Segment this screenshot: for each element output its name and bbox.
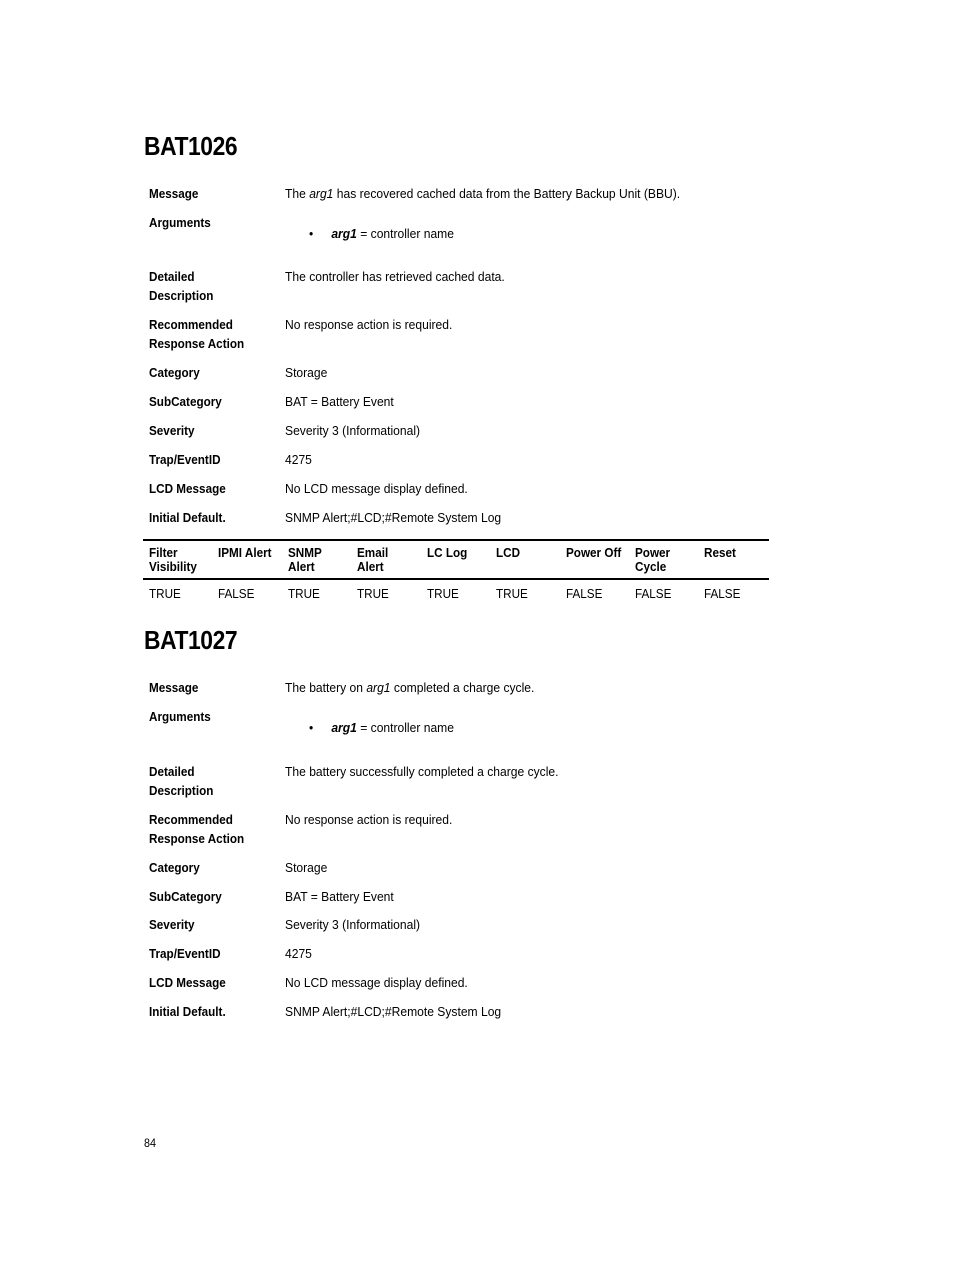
subcategory-label: SubCategory xyxy=(149,889,222,904)
value-lc-log: TRUE xyxy=(427,586,459,601)
detailed-description-value: The controller has retrieved cached data. xyxy=(285,269,505,284)
initial-default-label: Initial Default. xyxy=(149,510,226,525)
subcategory-label: SubCategory xyxy=(149,394,222,409)
recommended-action-label: Recommended Response Action xyxy=(149,317,245,351)
severity-value: Severity 3 (Informational) xyxy=(285,423,421,438)
severity-label: Severity xyxy=(149,423,195,438)
value-ipmi-alert: FALSE xyxy=(218,586,255,601)
category-label: Category xyxy=(149,365,200,380)
detailed-description-value: The battery successfully completed a charge cycle. xyxy=(285,764,559,779)
trap-eventid-value: 4275 xyxy=(285,452,312,467)
lcd-message-label: LCD Message xyxy=(149,975,226,990)
value-email-alert: TRUE xyxy=(357,586,389,601)
message-value: The battery on arg1 completed a charge cycle. xyxy=(285,680,535,695)
category-value: Storage xyxy=(285,860,328,875)
section-heading: BAT1026 xyxy=(144,131,238,161)
initial-default-value: SNMP Alert;#LCD;#Remote System Log xyxy=(285,1004,502,1019)
message-label: Message xyxy=(149,186,199,201)
message-value: The arg1 has recovered cached data from the Battery Backup Unit (BBU). xyxy=(285,186,681,201)
lcd-message-value: No LCD message display defined. xyxy=(285,975,468,990)
header-lc-log: LC Log xyxy=(427,545,468,560)
value-reset: FALSE xyxy=(704,586,741,601)
value-power-off: FALSE xyxy=(566,586,603,601)
section-heading: BAT1027 xyxy=(144,625,238,655)
value-power-cycle: FALSE xyxy=(635,586,672,601)
category-value: Storage xyxy=(285,365,328,380)
lcd-message-value: No LCD message display defined. xyxy=(285,481,468,496)
initial-default-label: Initial Default. xyxy=(149,1004,226,1019)
header-power-cycle: Power Cycle xyxy=(635,545,671,574)
subcategory-value: BAT = Battery Event xyxy=(285,889,394,904)
value-lcd: TRUE xyxy=(496,586,528,601)
header-email-alert: Email Alert xyxy=(357,545,389,574)
detailed-description-label: Detailed Description xyxy=(149,764,214,798)
subcategory-value: BAT = Battery Event xyxy=(285,394,394,409)
header-lcd: LCD xyxy=(496,545,521,560)
category-label: Category xyxy=(149,860,200,875)
trap-eventid-value: 4275 xyxy=(285,946,312,961)
recommended-action-value: No response action is required. xyxy=(285,812,453,827)
header-filter-visibility: Filter Visibility xyxy=(149,545,197,574)
recommended-action-value: No response action is required. xyxy=(285,317,453,332)
recommended-action-label: Recommended Response Action xyxy=(149,812,245,846)
bullet-icon: • xyxy=(309,226,314,241)
table-header-rule xyxy=(143,578,769,580)
document-page: BAT1026 Message The arg1 has recovered cached data from the Battery Backup Unit (BBU). Arguments • arg1 = controller name Detailed Description The controller has retrieved cached data. Recommended Response Action No response action is required. Category Storage SubCategory BAT = Battery Event Severity Severity 3 (Informational) Trap/EventID 4275 LCD Message No LCD message display defined. Initial Default. SNMP Alert;#LCD;#Remote System Log Filter Visibility IPMI Alert SNMP Alert Email Alert LC Log LCD Power Off Power Cycle Reset TRUE FALSE TRUE TRUE TRUE TRUE FALSE FALSE FALSE BAT1027 Message The battery on arg1 completed a charge cycle. Arguments • arg1 = controller name Detailed Description The battery successfully completed a charge cycle. Recommended Response Action No response action is required. Category Storage SubCategory BAT = Battery Event Severity Severity 3 (Informational) Trap/EventID 4275 LCD Message No LCD message display defined. Initial Default. SNMP Alert;#LCD;#Remote System Log 84 xyxy=(0,0,954,1268)
detailed-description-label: Detailed Description xyxy=(149,269,214,303)
trap-eventid-label: Trap/EventID xyxy=(149,946,221,961)
arguments-label: Arguments xyxy=(149,709,211,724)
severity-value: Severity 3 (Informational) xyxy=(285,917,421,932)
severity-label: Severity xyxy=(149,917,195,932)
header-reset: Reset xyxy=(704,545,736,560)
value-snmp-alert: TRUE xyxy=(288,586,320,601)
arguments-label: Arguments xyxy=(149,215,211,230)
header-ipmi-alert: IPMI Alert xyxy=(218,545,272,560)
value-filter-visibility: TRUE xyxy=(149,586,181,601)
lcd-message-label: LCD Message xyxy=(149,481,226,496)
message-label: Message xyxy=(149,680,199,695)
table-top-rule xyxy=(143,539,769,541)
trap-eventid-label: Trap/EventID xyxy=(149,452,221,467)
initial-default-value: SNMP Alert;#LCD;#Remote System Log xyxy=(285,510,502,525)
bullet-icon: • xyxy=(309,720,314,735)
page-number: 84 xyxy=(144,1136,157,1150)
header-snmp-alert: SNMP Alert xyxy=(288,545,322,574)
header-power-off: Power Off xyxy=(566,545,622,560)
